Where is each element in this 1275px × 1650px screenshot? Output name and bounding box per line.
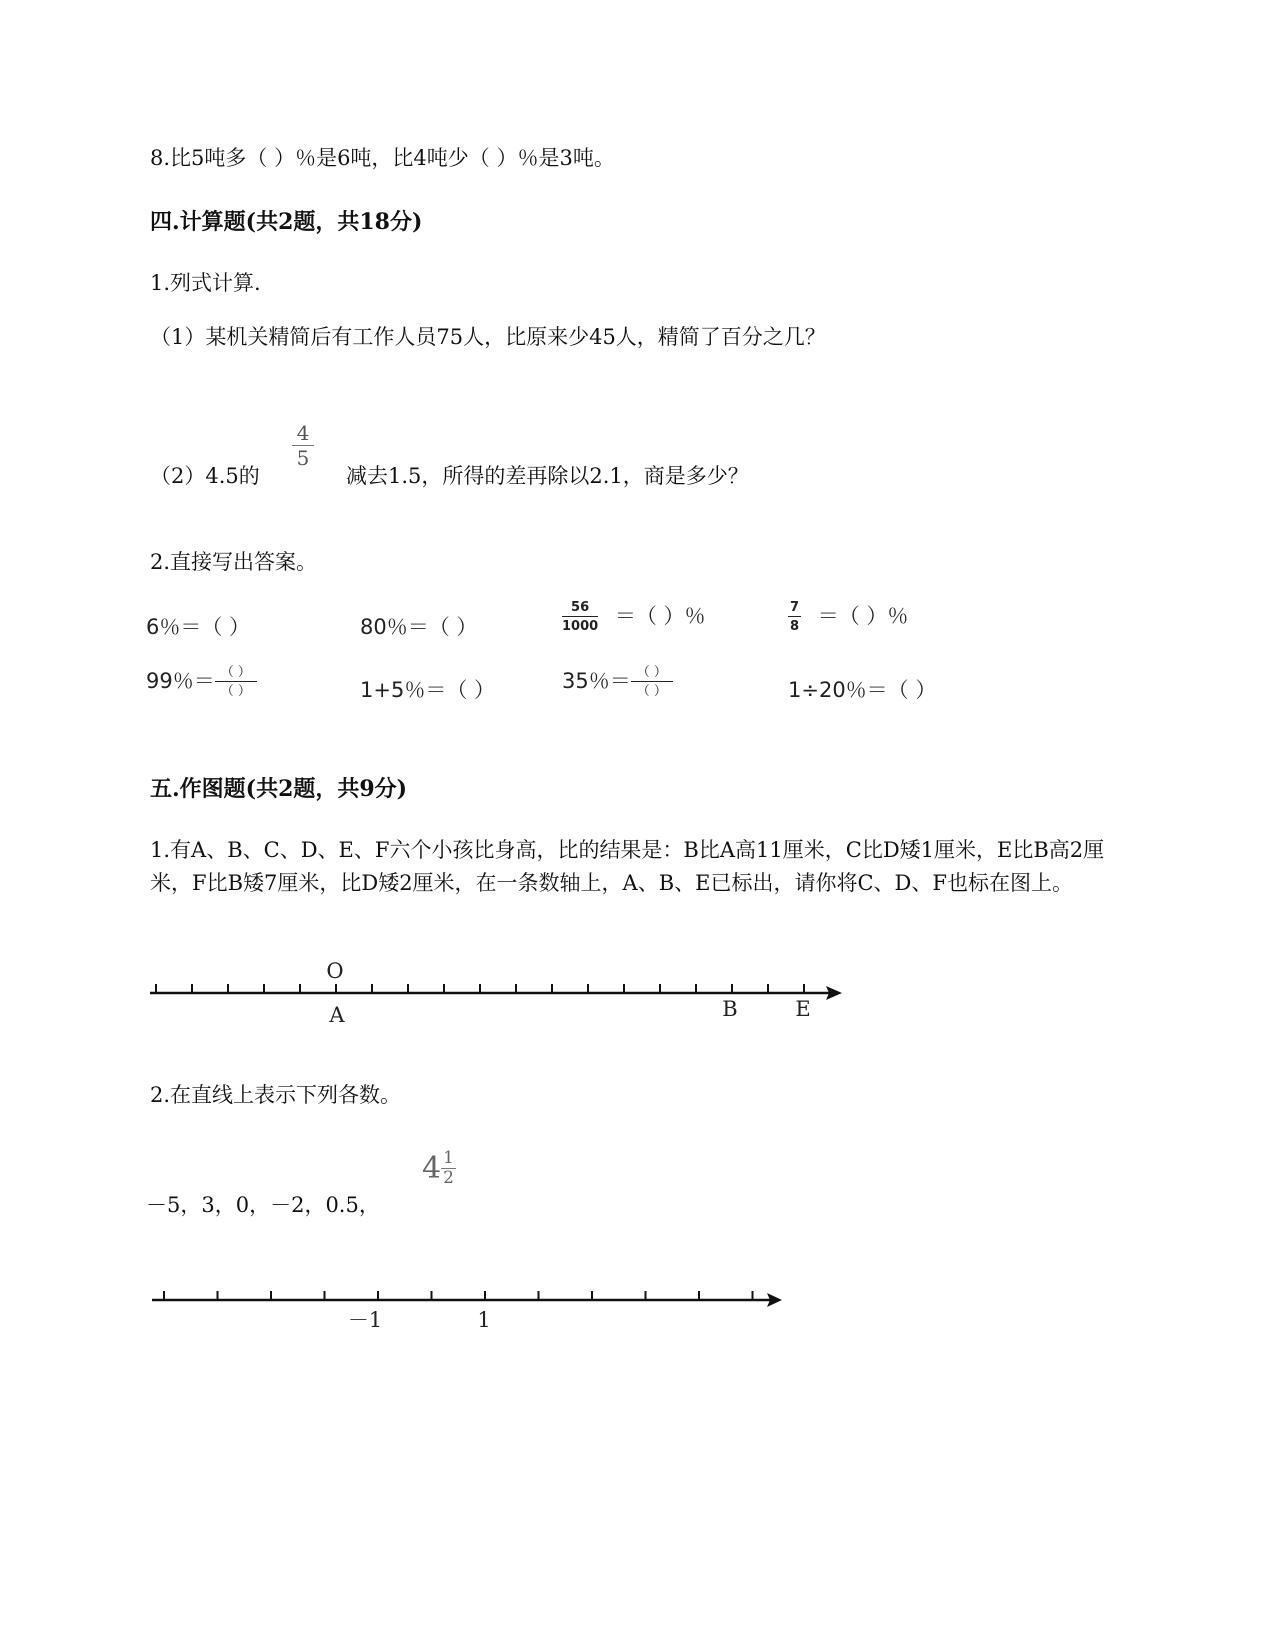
- mixed-numerator: 1: [443, 1148, 454, 1168]
- blank-fraction: $\frac{( )}{( )}$: [215, 666, 257, 698]
- answer-99-percent: 99％＝ $\frac{( )}{( )}$: [146, 665, 257, 698]
- answer-1-div-20-percent: 1÷20％＝（ ）: [788, 678, 937, 702]
- number-line-1: [150, 959, 842, 1027]
- fraction-7-8: $\frac{7}{8}$: [790, 600, 800, 634]
- section-5-q2-title: 2.在直线上表示下列各数。: [150, 1083, 402, 1107]
- section-4-q1-title: 1.列式计算.: [150, 271, 261, 295]
- origin-label: O: [326, 959, 344, 983]
- answer-35-percent: 35％＝ $\frac{( )}{( )}$: [562, 665, 673, 698]
- section-4-heading: 四.计算题(共2题，共18分): [150, 209, 423, 235]
- fraction-56-1000: $\frac{56}{1000}$: [562, 600, 599, 634]
- answer-7-over-8: $\frac{7}{8}$ ＝（ ）％: [790, 600, 909, 634]
- fraction-numerator: 4: [296, 421, 310, 445]
- section-5-q1-text: 1.有A、B、C、D、E、F六个小孩比身高，比的结果是：B比A高11厘米，C比D矮1厘米，E比B高2厘米，F比B矮7厘米，比D矮2厘米，在一条数轴上，A、B、E已标出，请你将C、D、F也标在图上。: [150, 838, 1105, 895]
- answer-1-plus-5-percent: 1+5％＝（ ）: [360, 678, 495, 702]
- section-4-q1-part1: （1）某机关精简后有工作人员75人，比原来少45人，精简了百分之几？: [150, 325, 826, 349]
- section-4-q1-part2-prefix: （2）4.5的: [150, 464, 260, 488]
- point-e-label: E: [795, 997, 811, 1021]
- section-4-q2-title: 2.直接写出答案。: [150, 550, 318, 574]
- neg-one-label: －1: [347, 1308, 383, 1332]
- one-label: 1: [477, 1308, 491, 1332]
- mixed-whole: 4: [422, 1151, 442, 1186]
- fraction-denominator: 5: [296, 446, 310, 470]
- mixed-number-four-and-half: [422, 1150, 456, 1187]
- point-b-label: B: [722, 997, 738, 1021]
- section-5-q2-numbers: －5，3，0，－2，0.5，: [146, 1193, 380, 1217]
- answer-56-over-1000: $\frac{56}{1000}$ ＝（ ）％: [562, 600, 706, 634]
- answer-80-percent: 80％＝（ ）: [360, 615, 478, 639]
- blank-fraction: $\frac{( )}{( )}$: [631, 666, 673, 698]
- number-line-2: [152, 1291, 782, 1332]
- mixed-denominator: 2: [443, 1168, 454, 1188]
- question-8: 8.比5吨多（ ）％是6吨，比4吨少（ ）％是3吨。: [150, 146, 615, 170]
- answer-6-percent: 6％＝（ ）: [146, 615, 251, 639]
- point-a-label: A: [329, 1003, 345, 1027]
- section-5-heading: 五.作图题(共2题，共9分): [150, 776, 408, 802]
- section-4-q1-part2-suffix: 减去1.5，所得的差再除以2.1，商是多少？: [346, 464, 749, 488]
